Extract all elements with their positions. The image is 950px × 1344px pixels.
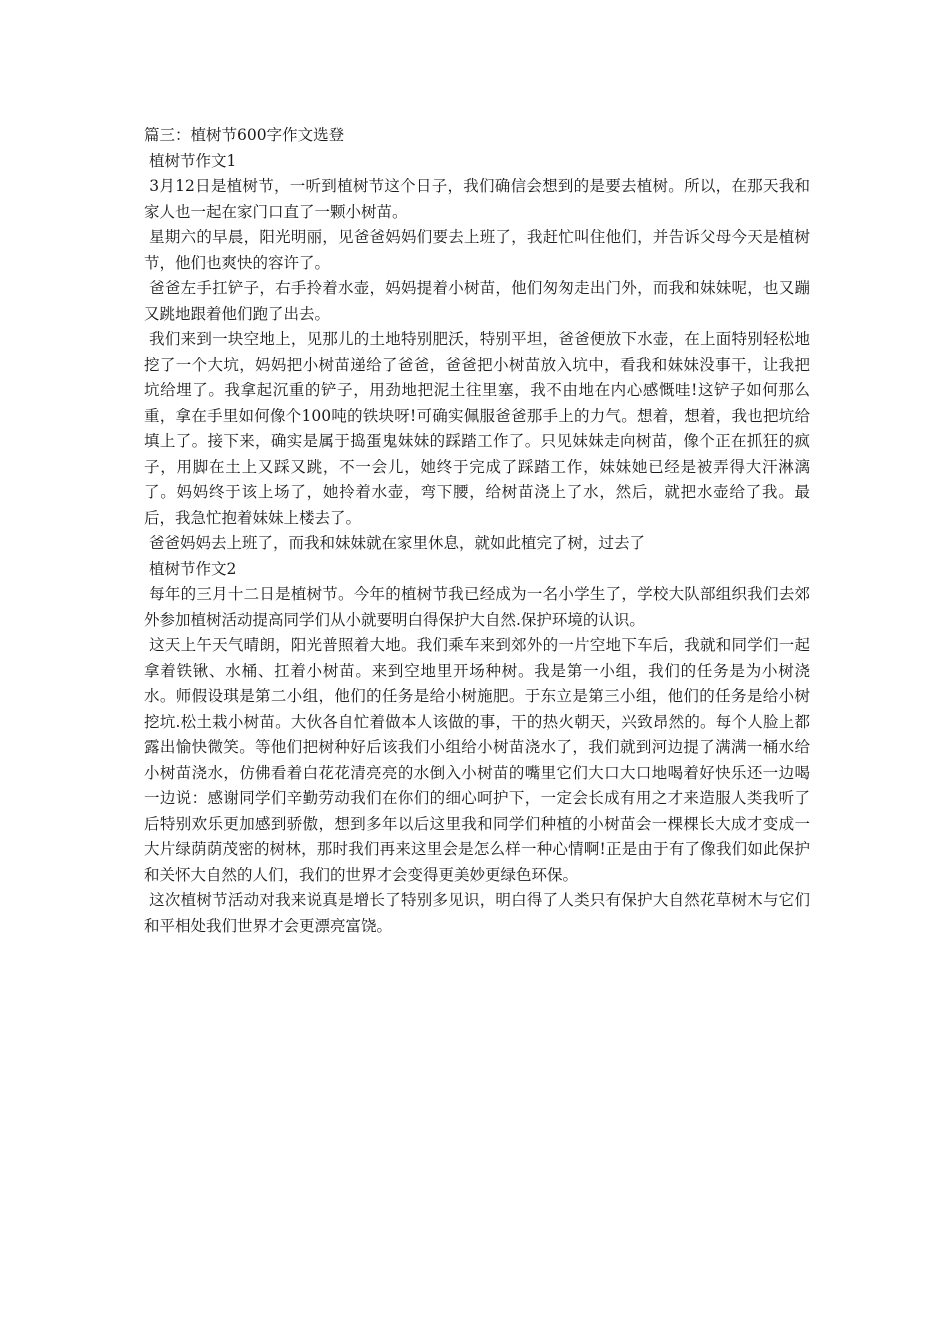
essay1-paragraph: 爸爸左手扛铲子，右手拎着水壶，妈妈提着小树苗，他们匆匆走出门外，而我和妹妹呢，也又蹦又跳地跟着他们跑了出去。 (144, 279, 810, 323)
document-heading: 篇三：植树节600字作文选登 (144, 126, 345, 144)
essay1-paragraph: 我们来到一块空地上，见那儿的土地特别肥沃，特别平坦，爸爸便放下水壶，在上面特别轻松地挖了一个大坑，妈妈把小树苗递给了爸爸，爸爸把小树苗放入坑中，看我和妹妹没事干，让我把坑给埋了。我拿起沉重的铲子，用劲地把泥土往里塞，我不由地在内心感慨哇!这铲子如何那么重，拿在手里如何像个100吨的铁块呀!可确实佩服爸爸那手上的力气。想着，想着，我也把坑给填上了。接下来，确实是属于捣蛋鬼妹妹的踩踏工作了。只见妹妹走向树苗，像个正在抓狂的疯子，用脚在土上又踩又跳，不一会儿，她终于完成了踩踏工作，妹妹她已经是被弄得大汗淋漓了。妈妈终于该上场了，她拎着水壶，弯下腰，给树苗浇上了水，然后，就把水壶给了我。最后，我急忙抱着妹妹上楼去了。 (144, 330, 810, 527)
essay2-paragraph: 这次植树节活动对我来说真是增长了特别多见识，明白得了人类只有保护大自然花草树木与它们和平相处我们世界才会更漂亮富饶。 (144, 891, 810, 935)
essay2-paragraph: 这天上午天气晴朗，阳光普照着大地。我们乘车来到郊外的一片空地下车后，我就和同学们一起拿着铁锹、水桶、扛着小树苗。来到空地里开场种树。我是第一小组，我们的任务是为小树浇水。师假设琪是第二小组，他们的任务是给小树施肥。于东立是第三小组，他们的任务是给小树挖坑.松土栽小树苗。大伙各自忙着做本人该做的事，干的热火朝天，兴致昂然的。每个人脸上都露出愉快微笑。等他们把树种好后该我们小组给小树苗浇水了，我们就到河边提了满满一桶水给小树苗浇水，仿佛看着白花花清亮亮的水倒入小树苗的嘴里它们大口大口地喝着好快乐还一边喝一边说：感谢同学们辛勤劳动我们在你们的细心呵护下，一定会长成有用之才来造服人类我听了后特别欢乐更加感到骄傲，想到多年以后这里我和同学们种植的小树苗会一棵棵长大成才变成一大片绿荫荫茂密的树林，那时我们再来这里会是怎么样一种心情啊!正是由于有了像我们如此保护和关怀大自然的人们，我们的世界才会变得更美妙更绿色环保。 (144, 636, 810, 884)
essay1-paragraph: 3月12日是植树节，一听到植树节这个日子，我们确信会想到的是要去植树。所以，在那天我和家人也一起在家门口直了一颗小树苗。 (144, 177, 810, 221)
document-body (144, 123, 810, 939)
essay1-paragraph: 爸爸妈妈去上班了，而我和妹妹就在家里休息，就如此植完了树，过去了 (144, 534, 645, 552)
essay2-title: 植树节作文2 (144, 559, 237, 578)
essay2-paragraph: 每年的三月十二日是植树节。今年的植树节我已经成为一名小学生了，学校大队部组织我们去郊外参加植树活动提高同学们从小就要明白得保护大自然.保护环境的认识。 (144, 585, 810, 629)
essay1-title: 植树节作文1 (144, 151, 237, 170)
essay1-paragraph: 星期六的早晨，阳光明丽，见爸爸妈妈们要去上班了，我赶忙叫住他们，并告诉父母今天是植树节，他们也爽快的容许了。 (144, 228, 810, 272)
